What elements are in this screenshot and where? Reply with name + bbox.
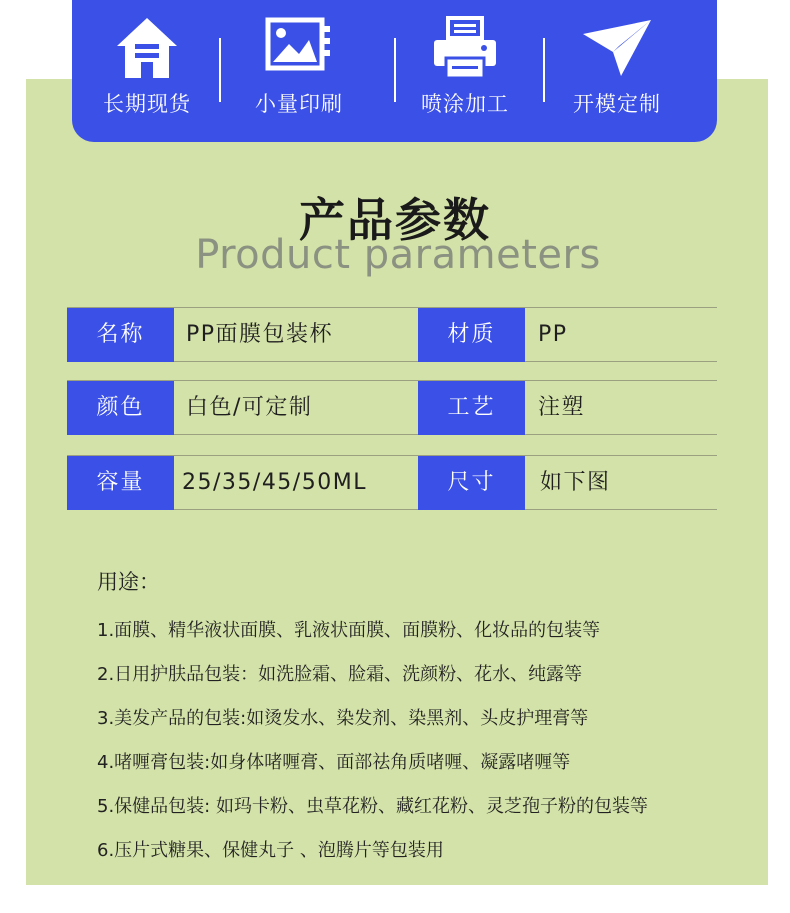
usage-item: 6.压片式糖果、保健丸子 、泡腾片等包装用 <box>97 840 444 861</box>
param-value-color: 白色/可定制 <box>186 395 313 420</box>
feature-label: 喷涂加工 <box>421 92 509 116</box>
section-title: 产品参数 <box>299 193 491 247</box>
param-value-process: 注塑 <box>538 395 586 420</box>
feature-label: 长期现货 <box>103 92 191 116</box>
usage-title: 用途： <box>97 570 160 594</box>
param-value-size: 如下图 <box>540 470 611 495</box>
usage-item: 5.保健品包装: 如玛卡粉、虫草花粉、藏红花粉、灵芝孢子粉的包装等 <box>97 796 648 817</box>
usage-item: 3.美发产品的包装:如烫发水、染发剂、染黑剂、头皮护理膏等 <box>97 708 589 729</box>
param-key-capacity: 容量 <box>67 456 174 510</box>
feature-label: 开模定制 <box>573 92 661 116</box>
feature-long-term-stock <box>72 0 222 142</box>
param-key-color: 颜色 <box>67 381 174 435</box>
param-key-material: 材质 <box>418 308 525 362</box>
param-value-material: PP <box>538 322 568 347</box>
warehouse-icon <box>115 16 179 80</box>
param-key-name: 名称 <box>67 308 174 362</box>
param-value-name: PP面膜包装杯 <box>186 322 334 347</box>
printer-icon <box>432 16 498 80</box>
usage-item: 2.日用护肤品包装：如洗脸霜、脸霜、洗颜粉、花水、纯露等 <box>97 664 583 685</box>
paper-plane-icon <box>581 16 653 78</box>
image-icon <box>265 16 333 76</box>
divider <box>219 38 221 102</box>
param-key-process: 工艺 <box>418 381 525 435</box>
usage-item: 1.面膜、精华液状面膜、乳液状面膜、面膜粉、化妆品的包装等 <box>97 620 601 641</box>
feature-small-batch-print <box>224 0 374 142</box>
feature-banner <box>72 0 717 142</box>
usage-item: 4.啫喱膏包装:如身体啫喱膏、面部祛角质啫喱、凝露啫喱等 <box>97 752 571 773</box>
param-key-size: 尺寸 <box>418 456 525 510</box>
feature-label: 小量印刷 <box>255 92 343 116</box>
param-value-capacity: 25/35/45/50ML <box>182 470 367 495</box>
feature-spray-processing <box>390 0 540 142</box>
feature-custom-mold <box>542 0 692 142</box>
section-subtitle: Product parameters <box>195 232 601 278</box>
